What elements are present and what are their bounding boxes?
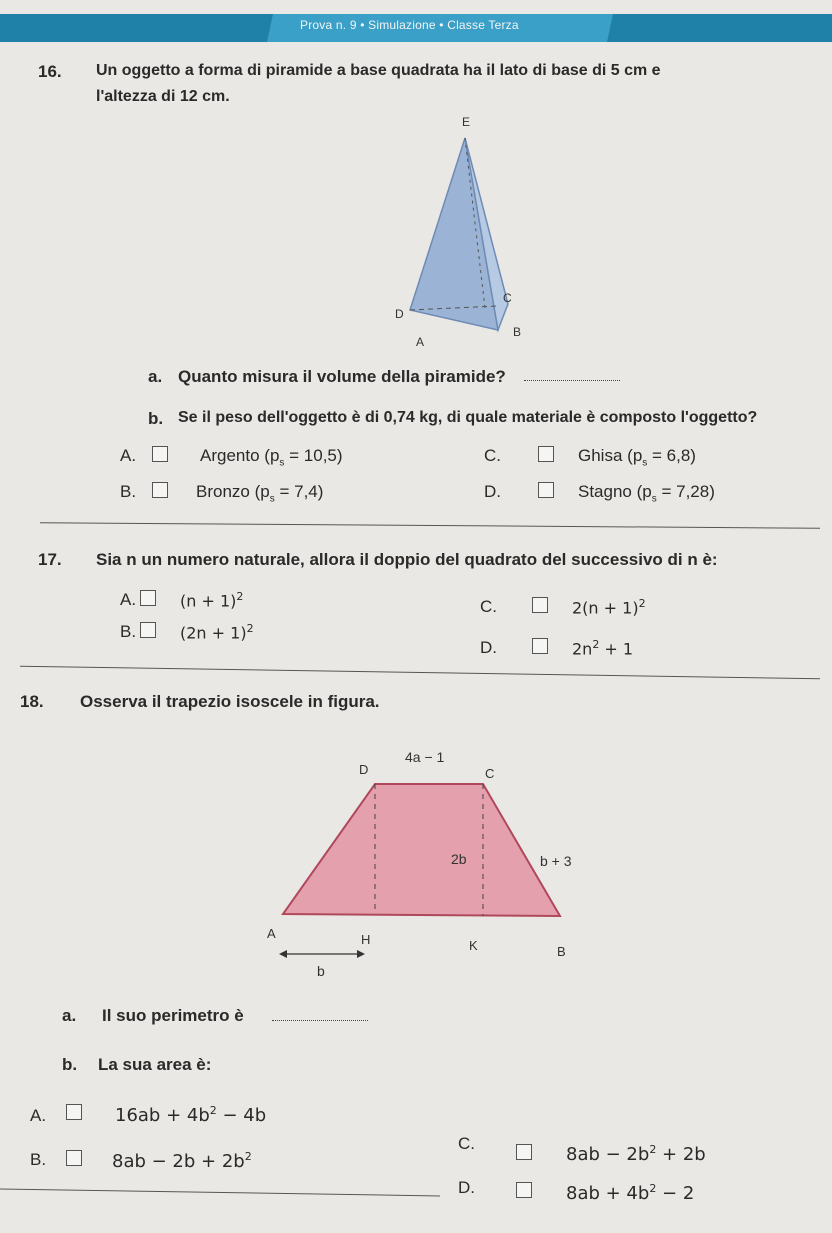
pyramid-figure bbox=[380, 108, 540, 353]
q16-option-d-checkbox[interactable] bbox=[538, 482, 554, 498]
vertex-label-c: C bbox=[503, 291, 512, 305]
q18-option-a-checkbox[interactable] bbox=[66, 1104, 82, 1120]
q17-option-a-letter: A. bbox=[120, 590, 137, 609]
q16-option-c-letter: C. bbox=[484, 446, 501, 465]
top-side-label: 4a − 1 bbox=[405, 749, 445, 765]
q18a-answer-blank[interactable] bbox=[272, 1020, 368, 1021]
q18-option-b: $8ab - 2b + 2b^2$ bbox=[112, 1150, 252, 1172]
q16-option-b-checkbox[interactable] bbox=[152, 482, 168, 498]
base-part-label: b bbox=[317, 963, 325, 979]
q16-option-c: Ghisa $(p_s = 6,8)$ bbox=[578, 446, 696, 469]
q17-option-d: $2n^2 + 1$ bbox=[572, 638, 634, 659]
q18-option-c: $8ab - 2b^2 + 2b$ bbox=[566, 1143, 706, 1165]
trapezoid-shape bbox=[283, 784, 560, 916]
q18-text: Osserva il trapezio isoscele in figura. bbox=[80, 692, 380, 711]
vertex-c: C bbox=[485, 766, 495, 781]
divider-3 bbox=[0, 1189, 440, 1197]
q18a-letter: a. bbox=[62, 1006, 77, 1025]
side-label: b + 3 bbox=[540, 853, 572, 869]
q18-option-d-letter: D. bbox=[458, 1178, 475, 1197]
q16a-letter: a. bbox=[148, 367, 163, 386]
q16-text-line2: l'altezza di 12 cm. bbox=[96, 88, 230, 105]
q16-option-a-letter: A. bbox=[120, 446, 137, 465]
q17-option-b-letter: B. bbox=[120, 622, 137, 641]
q17-option-a: $(n + 1)^2$ bbox=[180, 590, 244, 611]
q17-option-b: $(2n + 1)^2$ bbox=[180, 622, 254, 643]
q17-option-c-letter: C. bbox=[480, 597, 497, 616]
q16a-text: Quanto misura il volume della piramide? bbox=[178, 367, 506, 386]
q18-option-c-checkbox[interactable] bbox=[516, 1144, 532, 1160]
header-title: Prova n. 9 • Simulazione • Classe Terza bbox=[300, 18, 519, 32]
vertex-d: D bbox=[359, 762, 369, 777]
q18b-letter: b. bbox=[62, 1055, 78, 1074]
q18-option-c-letter: C. bbox=[458, 1134, 475, 1153]
vertex-b: B bbox=[557, 944, 566, 959]
q17-option-b-checkbox[interactable] bbox=[140, 622, 156, 638]
q17-text: Sia n un numero naturale, allora il doppio del quadrato del successivo di n è: bbox=[96, 550, 718, 569]
q16-option-b: Bronzo $(p_s = 7,4)$ bbox=[196, 482, 324, 505]
divider-1 bbox=[40, 522, 820, 528]
q18b-text: La sua area è: bbox=[98, 1055, 212, 1074]
q16-option-b-letter: B. bbox=[120, 482, 137, 501]
q17-number: 17. bbox=[38, 550, 62, 569]
q18-option-a-letter: A. bbox=[30, 1106, 47, 1125]
divider-2 bbox=[20, 666, 820, 680]
arrow-head-right bbox=[357, 950, 365, 958]
vertex-k: K bbox=[469, 938, 478, 953]
arrow-head-left bbox=[279, 950, 287, 958]
height-label: 2b bbox=[451, 851, 467, 867]
q18-option-b-checkbox[interactable] bbox=[66, 1150, 82, 1166]
q17-option-c-checkbox[interactable] bbox=[532, 597, 548, 613]
q18-option-b-letter: B. bbox=[30, 1150, 47, 1169]
q18a-text: Il suo perimetro è bbox=[102, 1006, 244, 1025]
q18-number: 18. bbox=[20, 692, 44, 711]
q17-option-c: $2(n + 1)^2$ bbox=[572, 597, 646, 618]
q18-option-d-checkbox[interactable] bbox=[516, 1182, 532, 1198]
q16-option-d-letter: D. bbox=[484, 482, 501, 501]
q16-number: 16. bbox=[38, 62, 62, 81]
q17-option-d-letter: D. bbox=[480, 638, 497, 657]
q17-option-a-checkbox[interactable] bbox=[140, 590, 156, 606]
q16-text: Un oggetto a forma di piramide a base quadrata ha il lato di base di 5 cm e bbox=[96, 62, 661, 79]
q18-option-a: $16ab + 4b^2 - 4b$ bbox=[115, 1104, 267, 1126]
vertex-label-a: A bbox=[416, 335, 425, 349]
q18-option-d: $8ab + 4b^2 - 2$ bbox=[566, 1182, 695, 1204]
q16-option-c-checkbox[interactable] bbox=[538, 446, 554, 462]
trapezoid-figure bbox=[255, 738, 635, 983]
q16b-letter: b. bbox=[148, 409, 164, 428]
vertex-label-e: E bbox=[462, 115, 471, 129]
q16-option-d: Stagno $(p_s = 7,28)$ bbox=[578, 482, 715, 505]
q16b-text: Se il peso dell'oggetto è di 0,74 kg, di quale materiale è composto l'oggetto? bbox=[178, 409, 758, 426]
vertex-a: A bbox=[267, 926, 276, 941]
q16a-answer-blank[interactable] bbox=[524, 380, 620, 381]
q16-option-a: Argento $(p_s = 10,5)$ bbox=[200, 446, 343, 469]
q16-option-a-checkbox[interactable] bbox=[152, 446, 168, 462]
vertex-label-b: B bbox=[513, 325, 522, 339]
vertex-label-d: D bbox=[395, 307, 404, 321]
q17-option-d-checkbox[interactable] bbox=[532, 638, 548, 654]
vertex-h: H bbox=[361, 932, 371, 947]
